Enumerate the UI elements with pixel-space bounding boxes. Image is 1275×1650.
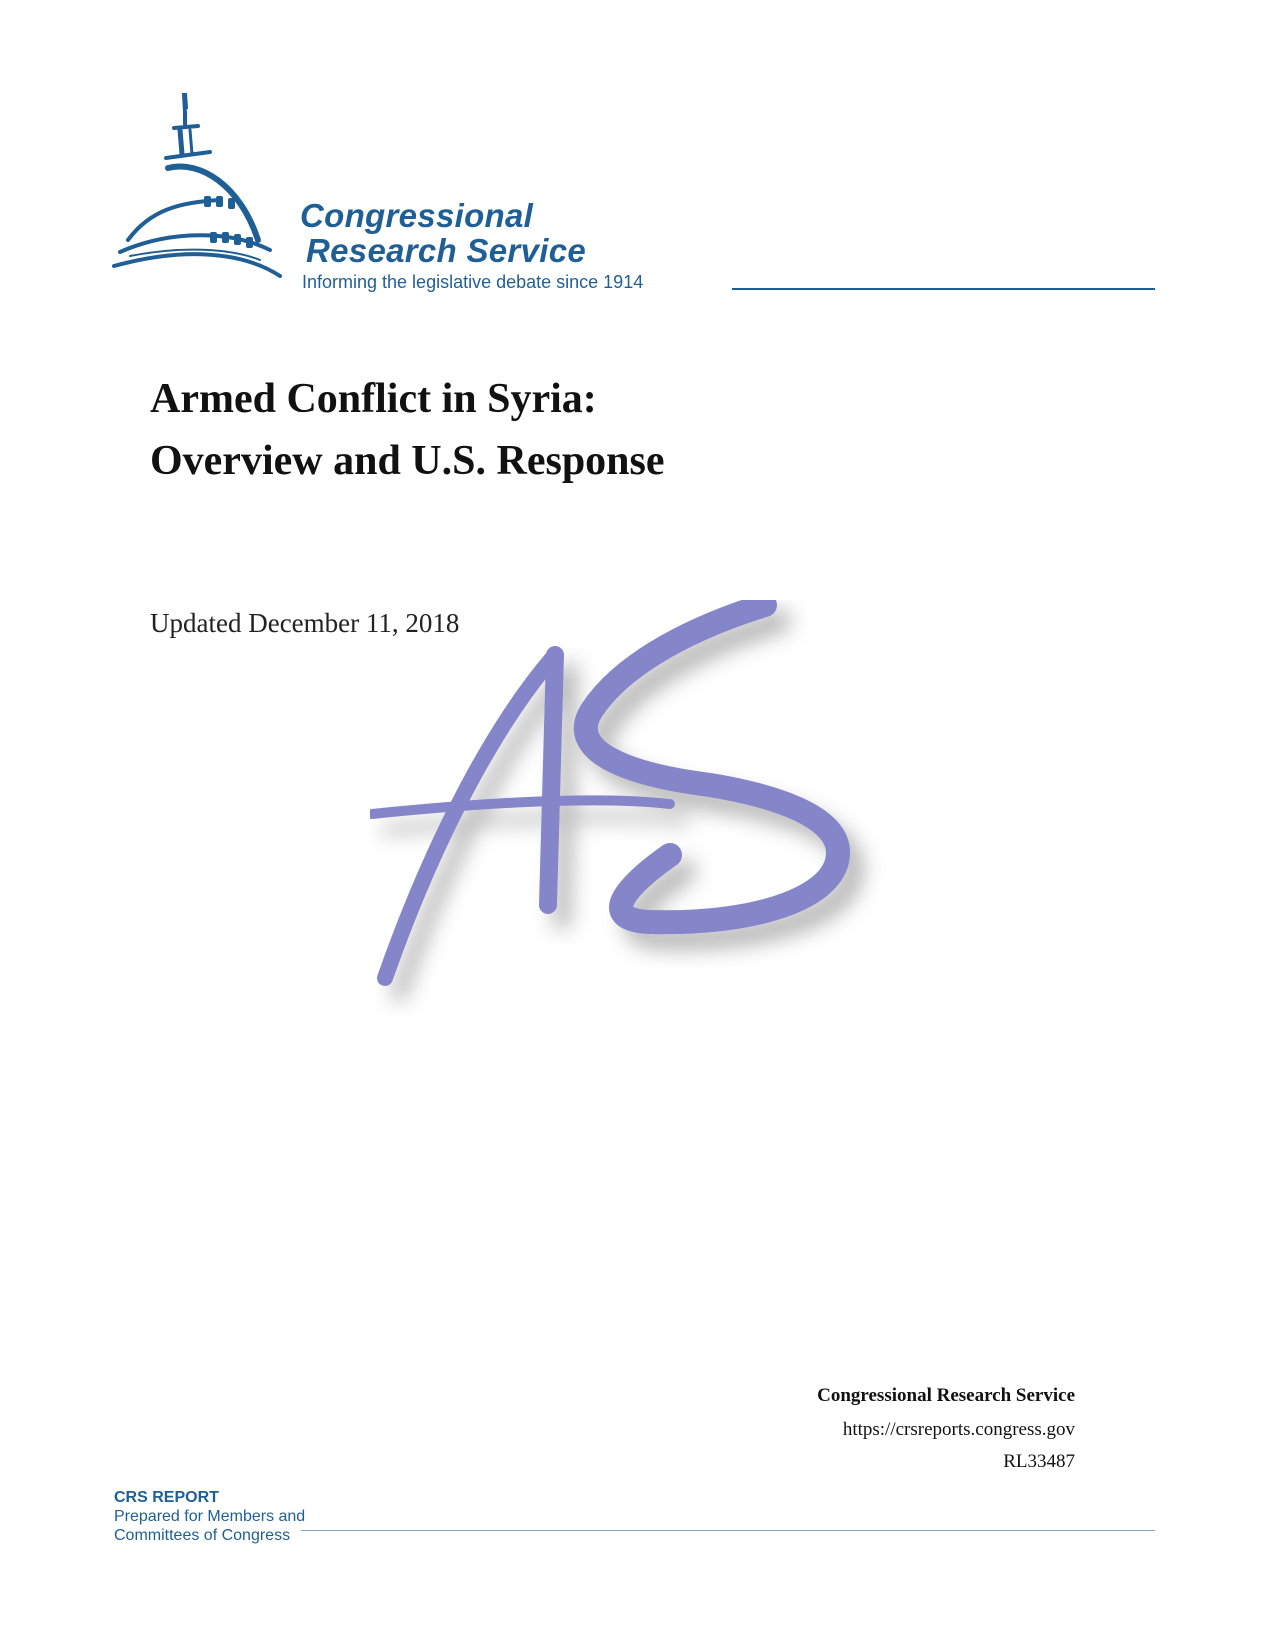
logo-tagline: Informing the legislative debate since 1914 <box>302 272 644 292</box>
crs-logo <box>110 90 1155 305</box>
meta-report-id: RL33487 <box>1003 1451 1075 1472</box>
crs-report-footer <box>114 1488 305 1545</box>
report-title-line1: Armed Conflict in Syria: <box>150 376 597 422</box>
logo-name-line2: Research Service <box>306 232 586 269</box>
footer-line1: Prepared for Members and <box>114 1508 306 1525</box>
capitol-dome-icon <box>110 90 290 290</box>
meta-organization: Congressional Research Service <box>817 1385 1075 1406</box>
report-title <box>150 368 665 492</box>
as-watermark-logo <box>370 600 910 1030</box>
footer-label: CRS REPORT <box>114 1489 219 1506</box>
footer-line2: Committees of Congress <box>114 1527 291 1544</box>
updated-date: Updated December 11, 2018 <box>150 608 460 638</box>
logo-divider <box>732 288 1155 290</box>
report-meta <box>817 1385 1075 1473</box>
footer-divider <box>301 1530 1155 1531</box>
logo-name-line1: Congressional <box>300 197 534 234</box>
report-title-line2: Overview and U.S. Response <box>150 438 665 484</box>
logo-wordmark <box>300 198 586 268</box>
meta-url-link[interactable]: https://crsreports.congress.gov <box>842 1419 1075 1440</box>
